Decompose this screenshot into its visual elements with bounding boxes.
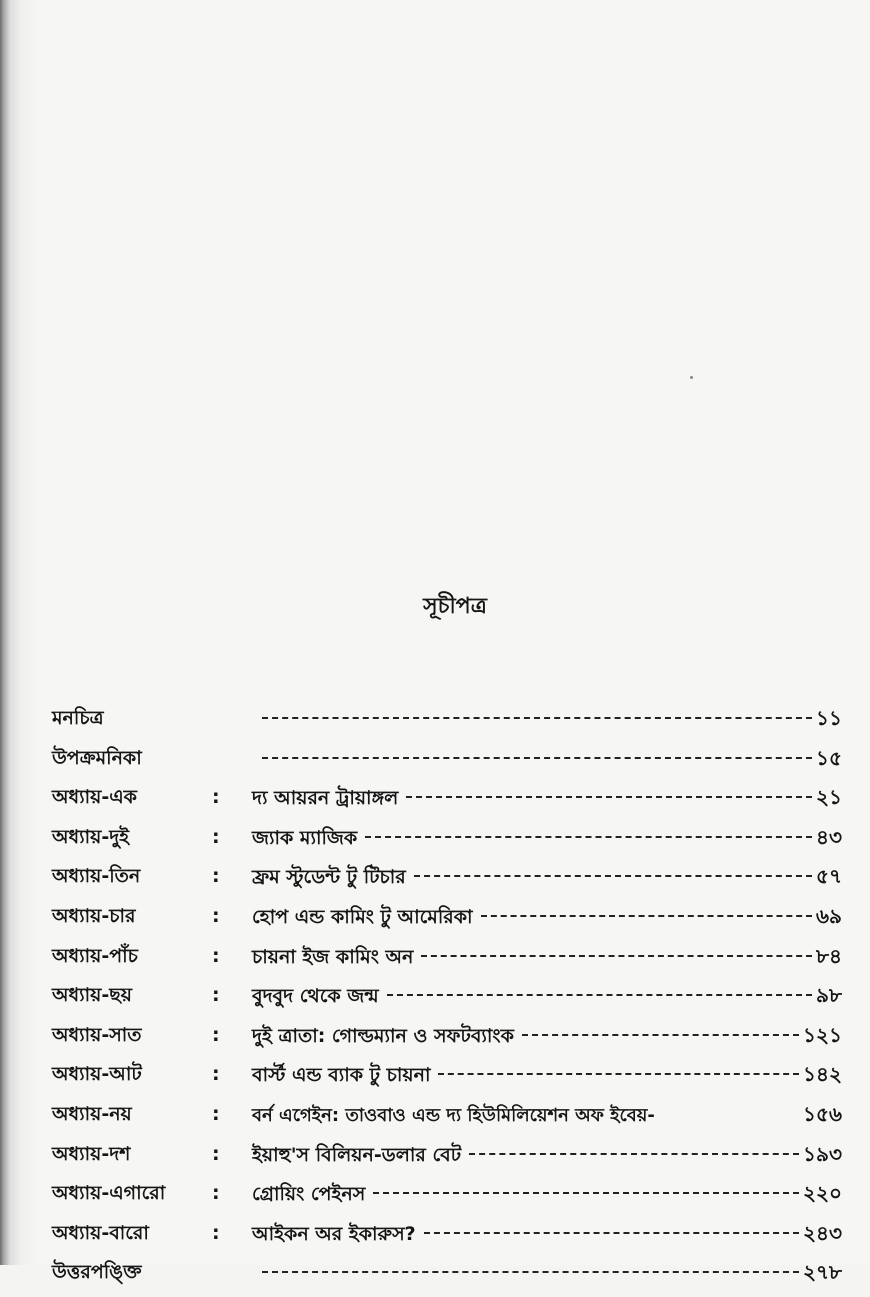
entry-line [252, 1178, 842, 1209]
entry-colon: : [212, 1221, 220, 1244]
toc-entry [52, 1099, 842, 1139]
entry-colon: : [212, 904, 220, 927]
toc-entry [52, 941, 842, 981]
dotted-leader [522, 1034, 799, 1036]
toc-entry [52, 901, 842, 941]
toc-entry [52, 1257, 842, 1297]
entry-page-number: ১৫ [816, 745, 842, 770]
dotted-leader [421, 955, 812, 957]
entry-label: অধ্যায়-আট [52, 1063, 142, 1086]
entry-label: অধ্যায়-বারো [52, 1221, 149, 1244]
entry-colon: : [212, 1063, 220, 1086]
toc-entry [52, 980, 842, 1020]
dotted-leader [262, 757, 812, 759]
entry-colon: : [212, 984, 220, 1007]
entry-line [254, 743, 842, 773]
toc-entry [52, 1059, 842, 1099]
entry-line [252, 822, 842, 853]
entry-page-number: ১৫৬ [803, 1101, 842, 1126]
entry-label: অধ্যায়-দশ [52, 1142, 131, 1165]
entry-line [252, 901, 842, 932]
entry-colon: : [212, 1102, 220, 1125]
entry-page-number: ১২১ [803, 1022, 842, 1047]
toc-entry [52, 1139, 842, 1179]
entry-colon: : [212, 1023, 220, 1046]
toc-entry [52, 782, 842, 822]
entry-page-number: ১১ [816, 706, 842, 730]
entry-label: অধ্যায়-দুই [52, 825, 130, 848]
entry-page-number: ১৪২ [803, 1062, 842, 1087]
entry-page-number: ৫৭ [816, 864, 842, 889]
toc-entry [52, 1020, 842, 1060]
entry-page-number: ২১ [816, 785, 842, 810]
entry-page-number: ৯৮ [816, 983, 842, 1008]
entry-chapter-title: আইকন অর ইকারুস? [252, 1222, 416, 1245]
entry-line [252, 861, 842, 892]
entry-label: অধ্যায়-চার [52, 904, 136, 927]
toc-entry [52, 1178, 842, 1218]
entry-line [252, 1218, 842, 1249]
entry-label: অধ্যায়-তিন [52, 865, 141, 888]
entry-chapter-title: হোপ এন্ড কামিং টু আমেরিকা [252, 905, 473, 928]
entry-colon: : [212, 825, 220, 848]
entry-page-number: ২৪৩ [803, 1220, 842, 1245]
entry-line [252, 1139, 842, 1170]
dotted-leader [373, 1192, 799, 1194]
table-of-contents [52, 703, 842, 1297]
entry-chapter-title: গ্রোয়িং পেইনস [252, 1183, 366, 1206]
dotted-leader [387, 994, 812, 996]
entry-colon: : [212, 1182, 220, 1205]
entry-chapter-title: বুদবুদ থেকে জন্ম [252, 985, 379, 1008]
toc-entry [52, 1218, 842, 1258]
entry-page-number: ৬৯ [816, 903, 842, 928]
paper-speck [690, 376, 693, 379]
entry-page-number: ২২০ [802, 1181, 842, 1206]
toc-entry [52, 861, 842, 901]
entry-line [254, 703, 842, 733]
entry-page-number: ৮৪ [816, 943, 842, 968]
toc-entry [52, 703, 842, 743]
entry-chapter-title: চায়না ইজ কামিং অন [252, 945, 414, 968]
entry-line [252, 941, 842, 972]
entry-page-number: ২৭৮ [803, 1260, 842, 1285]
entry-line [252, 1020, 842, 1051]
entry-line [252, 1059, 842, 1090]
entry-label: অধ্যায়-সাত [52, 1023, 142, 1046]
entry-line [252, 1099, 842, 1131]
entry-label: উত্তরপঙ্ক্তি [52, 1261, 142, 1284]
entry-chapter-title: বার্স্ট এন্ড ব্যাক টু চায়না [252, 1064, 431, 1087]
entry-label: অধ্যায়-নয় [52, 1102, 132, 1125]
entry-chapter-title: জ্যাক ম্যাজিক [252, 826, 358, 849]
dotted-leader [262, 1271, 799, 1273]
entry-label: উপক্রমনিকা [52, 746, 142, 769]
dotted-leader [262, 717, 812, 719]
entry-chapter-title: বর্ন এগেইন: তাওবাও এন্ড দ্য হিউমিলিয়েশন অফ ইবেয়- [252, 1104, 655, 1126]
entry-chapter-title: ফ্রম স্টুডেন্ট টু টিচার [252, 866, 406, 889]
entry-chapter-title: দুই ত্রাতা: গোল্ডম্যান ও সফটব্যাংক [252, 1024, 514, 1047]
entry-label: অধ্যায়-এগারো [52, 1182, 166, 1205]
entry-colon: : [212, 944, 220, 967]
dotted-leader [424, 1232, 799, 1234]
entry-page-number: ১৯৩ [803, 1141, 842, 1166]
entry-line [254, 1257, 842, 1287]
entry-colon: : [212, 865, 220, 888]
entry-line [252, 782, 842, 813]
dotted-leader [406, 796, 812, 798]
toc-entry [52, 822, 842, 862]
entry-colon: : [212, 786, 220, 809]
entry-page-number: ৪৩ [816, 824, 842, 849]
dotted-leader [365, 836, 812, 838]
entry-line [252, 980, 842, 1011]
entry-chapter-title: ইয়াহু'স বিলিয়ন-ডলার বেট [252, 1143, 462, 1166]
dotted-leader [414, 875, 812, 877]
dotted-leader [481, 915, 812, 917]
entry-chapter-title: দ্য আয়রন ট্রায়াঙ্গল [252, 787, 399, 810]
entry-label: অধ্যায়-পাঁচ [52, 944, 138, 967]
entry-label: মনচিত্র [52, 707, 104, 729]
page-title: সূচীপত্র [423, 594, 487, 619]
entry-label: অধ্যায়-এক [52, 786, 137, 809]
entry-label: অধ্যায়-ছয় [52, 984, 132, 1007]
dotted-leader [469, 1153, 799, 1155]
entry-colon: : [212, 1142, 220, 1165]
toc-entry [52, 743, 842, 783]
dotted-leader [438, 1073, 799, 1075]
